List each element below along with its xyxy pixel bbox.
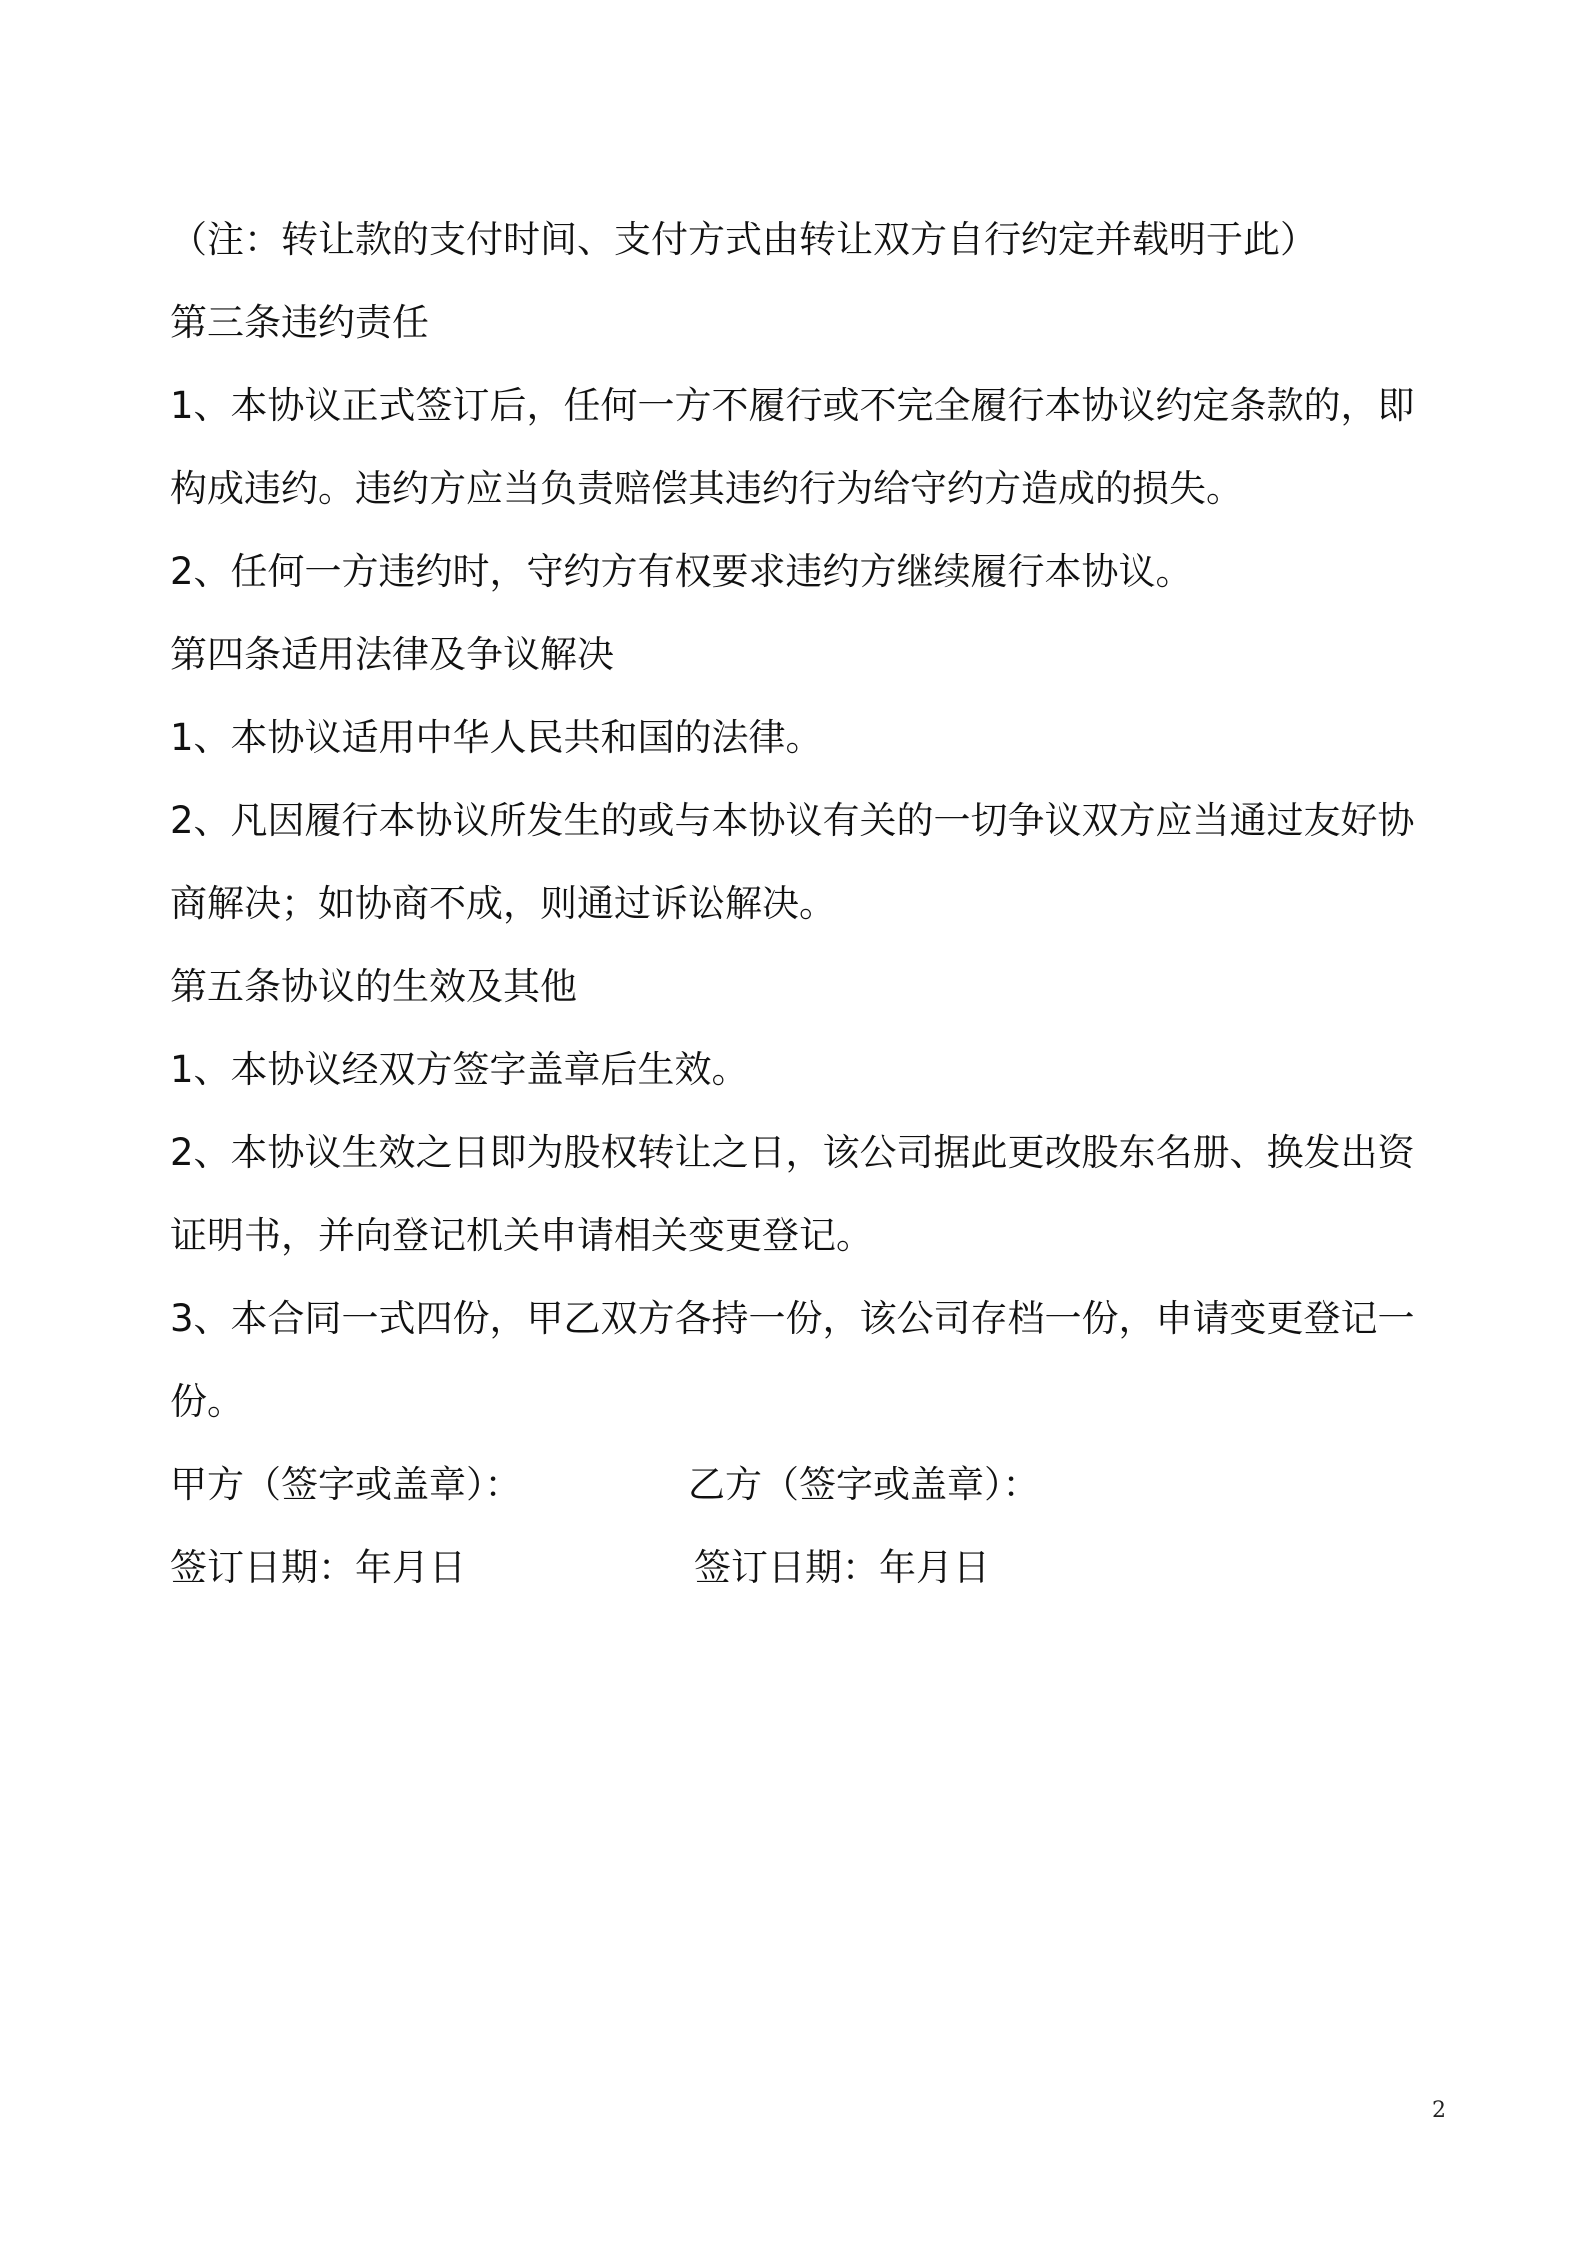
payment-note: （注：转让款的支付时间、支付方式由转让双方自行约定并载明于此） xyxy=(170,218,1317,261)
date-row xyxy=(170,1526,1450,1609)
party-b-sign-date: 签订日期：年月日 xyxy=(694,1546,990,1589)
article-4-item-2-line-1: 2、凡因履行本协议所发生的或与本协议有关的一切争议双方应当通过友好协 xyxy=(170,799,1415,842)
article-5-item-2-line-1: 2、本协议生效之日即为股权转让之日，该公司据此更改股东名册、换发出资 xyxy=(170,1131,1415,1174)
article-5-item-1: 1、本协议经双方签字盖章后生效。 xyxy=(170,1048,749,1091)
article-3-item-2: 2、任何一方违约时，守约方有权要求违约方继续履行本协议。 xyxy=(170,550,1193,593)
article-5-item-3-line-2: 份。 xyxy=(170,1380,244,1423)
page-number: 2 xyxy=(1432,2098,1446,2123)
article-5-item-3-line-1: 3、本合同一式四份，甲乙双方各持一份，该公司存档一份，申请变更登记一 xyxy=(170,1297,1415,1340)
article-3-title: 第三条违约责任 xyxy=(170,301,429,344)
party-a-sign-date: 签订日期：年月日 xyxy=(170,1546,466,1589)
article-4-item-2-line-2: 商解决；如协商不成，则通过诉讼解决。 xyxy=(170,882,836,925)
article-5-title: 第五条协议的生效及其他 xyxy=(170,965,577,1008)
signature-row xyxy=(170,1443,1450,1526)
article-5-item-2-line-2: 证明书，并向登记机关申请相关变更登记。 xyxy=(170,1214,873,1257)
article-4-title: 第四条适用法律及争议解决 xyxy=(170,633,614,676)
article-3-item-1-line-2: 构成违约。违约方应当负责赔偿其违约行为给守约方造成的损失。 xyxy=(170,467,1243,510)
article-3-item-1-line-1: 1、本协议正式签订后，任何一方不履行或不完全履行本协议约定条款的，即 xyxy=(170,384,1415,427)
party-b-signature: 乙方（签字或盖章）： xyxy=(688,1463,1040,1506)
party-a-signature: 甲方（签字或盖章）： xyxy=(170,1463,522,1506)
document-body xyxy=(170,198,1450,1609)
article-4-item-1: 1、本协议适用中华人民共和国的法律。 xyxy=(170,716,823,759)
